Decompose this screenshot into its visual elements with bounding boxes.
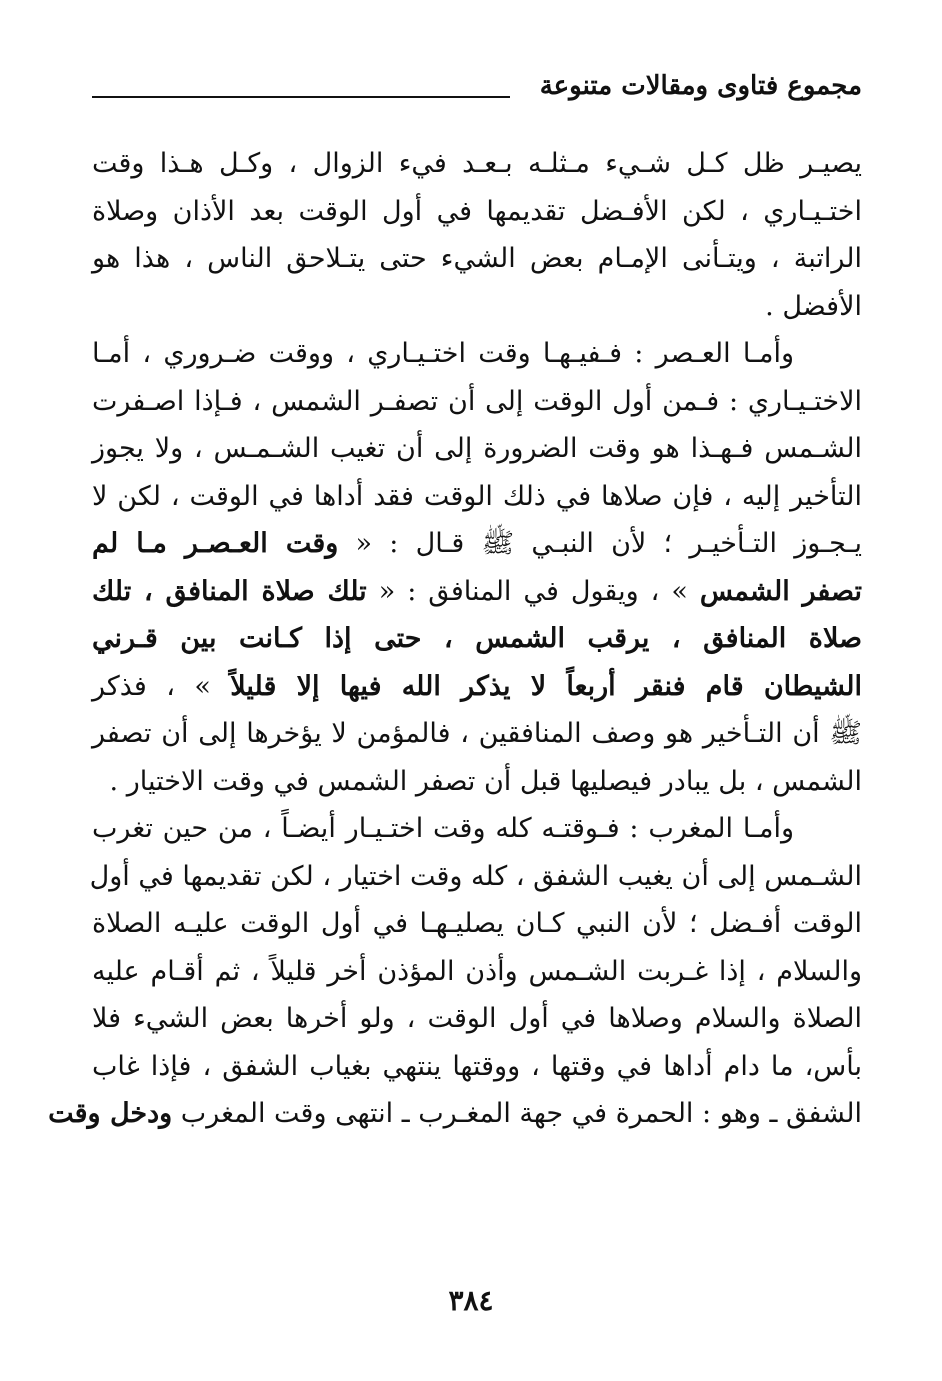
header-rule: [92, 96, 510, 98]
text-run: يـجـوز التـأخيـر ؛ لأن النبـي ﷺ قـال : «: [338, 528, 862, 559]
text-run: الشفق ـ: [760, 1098, 862, 1129]
text-run: والسلام ، إذا غـربت الشـمس وأذن المؤذن أخر قليلاً ، ثم أقـام عليه: [92, 955, 862, 987]
text-line: [92, 663, 862, 711]
text-run: الشـمس إلى أن يغيب الشفق ، كله وقت اختيار ، لكن تقديمها في أول: [89, 860, 862, 892]
text-line: [92, 900, 862, 948]
text-line: [92, 710, 862, 758]
text-line: [92, 615, 862, 663]
text-run: الشمس ، بل يبادر فيصليها قبل أن تصفر الشمس في وقت الاختيار .: [109, 765, 862, 797]
text-run: الاختـيـاري : فـمن أول الوقت إلى أن تصفـر الشمس ، فـإذا اصـفرت: [92, 385, 862, 417]
bold-quote: تلك صلاة المنافق ، تلك: [92, 575, 367, 607]
text-line: [92, 948, 862, 996]
header-title: مجموع فتاوى ومقالات متنوعة: [539, 71, 862, 101]
text-run: يصيـر ظل كـل شـيء مـثلـه بـعـد فيء الزوال ، وكـل هـذا وقت: [92, 148, 862, 179]
text-run: وأمـا العـصر : فـفيـهـا وقت اختـيـاري ، ووقت ضـروري ، أمـا: [92, 338, 794, 369]
text-line: [92, 473, 862, 521]
text-line: [92, 520, 862, 568]
text-run: » ، ويقول في المنافق : «: [366, 575, 700, 607]
bold-quote: الشيطان قام فنقر أربعاً لا يذكر الله فيها إلا قليلاً: [230, 670, 862, 702]
text-run: اختـيـاري ، لكن الأفـضل تقديمها في أول الوقت بعد الأذان وصلاة: [92, 195, 862, 227]
text-run: بأس، ما دام أداها في وقتها ، ووقتها ينتهي بغياب الشفق ، فإذا غاب: [92, 1050, 862, 1082]
page-number: ٣٨٤: [448, 1284, 494, 1317]
text-run: الأفضل .: [765, 290, 862, 322]
running-header: [92, 68, 862, 104]
bold-quote: صلاة المنافق ، يرقب الشمس ، حتى إذا كـانت بين قـرني: [92, 623, 862, 654]
text-line: [92, 235, 862, 283]
text-line: [92, 188, 862, 236]
text-line: [92, 995, 862, 1043]
text-line: [92, 758, 862, 806]
text-run: وهو : الحمرة في جهة المغـرب ـ انتهى وقت المغرب: [172, 1098, 761, 1129]
text-run: الوقت أفـضل ؛ لأن النبي كـان يصليـهـا في أول الوقت عليـه الصلاة: [92, 908, 862, 939]
body-text: [48, 140, 862, 1138]
bold-quote: ودخل وقت: [48, 1098, 173, 1129]
text-run: وأمـا المغرب : فـوقتـه كله وقت اختـيـار أيضـاً ، من حين تغرب: [92, 813, 794, 844]
text-line: [92, 568, 862, 616]
text-line: [92, 1043, 862, 1091]
text-line: [48, 1090, 862, 1138]
text-run: ﷺ أن التـأخير هو وصف المنافقين ، فالمؤمن لا يؤخرها إلى أن تصفر: [92, 718, 862, 749]
text-line: [92, 425, 862, 473]
text-line: [92, 378, 862, 426]
text-run: التأخير إليه ، فإن صلاها في ذلك الوقت فقد أداها في الوقت ، لكن لا: [92, 480, 862, 512]
text-line: [92, 805, 862, 853]
text-line: [92, 140, 862, 188]
text-run: » ، فذكر: [92, 670, 231, 702]
text-line: [89, 853, 862, 901]
text-line: [92, 330, 862, 378]
text-line: [92, 283, 862, 331]
bold-quote: وقت العـصـر مـا لم: [92, 528, 339, 559]
bold-quote: تصفر الشمس: [699, 575, 862, 607]
text-run: الصلاة والسلام وصلاها في أول الوقت ، ولو أخرها بعض الشيء فلا: [92, 1003, 862, 1034]
text-run: الراتبة ، ويتـأنى الإمـام بعض الشيء حتى يتـلاحق الناس ، هذا هو: [92, 243, 862, 274]
text-run: الشـمس فـهـذا هو وقت الضرورة إلى أن تغيب الشـمـس ، ولا يجوز: [92, 433, 862, 464]
